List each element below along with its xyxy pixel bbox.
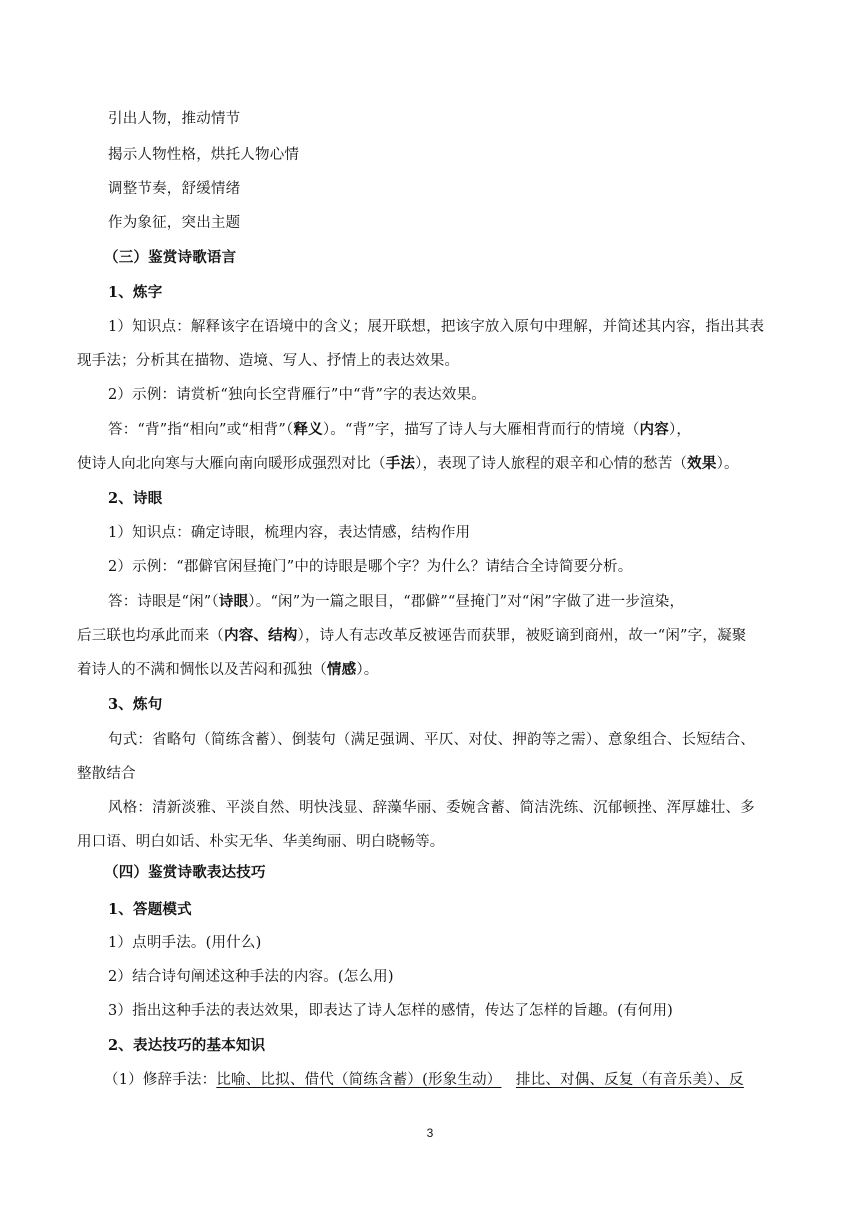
subsection-heading: 1、炼字: [108, 284, 163, 301]
section-heading: （三）鉴赏诗歌语言: [104, 249, 237, 266]
text-line: 2）结合诗句阐述这种手法的内容。(怎么用): [108, 969, 394, 985]
emphasis-run: 内容、结构: [224, 627, 298, 644]
text-run: ），诗人有志改革反被诬告而获罪，被贬谪到商州，故一“闲”字，凝聚: [297, 628, 747, 644]
text-line: 现手法；分析其在描物、造境、写人、抒情上的表达效果。: [77, 353, 460, 369]
text-run: 答：诗眼是“闲”（: [108, 594, 219, 610]
text-run: 答：“背”指“相向”或“相背”（: [108, 422, 294, 438]
subsection-heading: 2、诗眼: [108, 490, 163, 507]
subsection-heading: 3、炼句: [108, 696, 163, 713]
text-run: ），表现了诗人旅程的艰辛和心情的愁苦（: [415, 456, 688, 472]
text-line: 1）知识点：确定诗眼，梳理内容，表达情感，结构作用: [108, 525, 471, 541]
text-line: 整散结合: [77, 766, 136, 782]
text-line: 1）知识点：解释该字在语境中的含义；展开联想，把该字放入原句中理解，并简述其内容，指出其表: [108, 319, 765, 335]
text-run: ）。: [716, 456, 739, 472]
text-line: 2）示例：“郡僻官闲昼掩门”中的诗眼是哪个字？为什么？请结合全诗简要分析。: [108, 559, 633, 575]
text-line: 用口语、明白如话、朴实无华、华美绚丽、明白晓畅等。: [77, 834, 445, 850]
text-run: ）。“背”字，描写了诗人与大雁相背而行的情境（: [322, 422, 640, 438]
text-line: 句式：省略句（简练含蓄）、倒装句（满足强调、平仄、对仗、押韵等之需）、意象组合、长短结合、: [108, 732, 755, 748]
text-run: ）。: [356, 662, 379, 678]
text-run: （1）修辞手法：: [104, 1072, 217, 1088]
emphasis-run: 释义: [293, 421, 323, 438]
text-line: 揭示人物性格，烘托人物心情: [108, 147, 300, 163]
text-run: ）。“闲”为一篇之眼目，“郡僻”“昼掩门”对“闲”字做了进一步渲染，: [248, 594, 685, 610]
emphasis-run: 手法: [385, 455, 416, 472]
text-line: 作为象征，突出主题: [108, 215, 241, 231]
answer-line: [108, 591, 684, 613]
underlined-run: 排比、对偶、反复（有音乐美）、反: [515, 1072, 744, 1088]
answer-line: [77, 453, 739, 475]
answer-line: [77, 625, 746, 647]
text-line: 风格：清新淡雅、平淡自然、明快浅显、辞藻华丽、委婉含蓄、简洁洗练、沉郁顿挫、浑厚雄壮、多: [108, 800, 755, 816]
page-number: 3: [426, 1126, 434, 1140]
emphasis-run: 诗眼: [218, 593, 249, 610]
answer-line: [77, 659, 378, 681]
text-line: 2）示例：请赏析“独向长空背雁行”中“背”字的表达效果。: [108, 387, 486, 403]
text-line: 1）点明手法。(用什么): [108, 935, 262, 951]
text-run: ），: [668, 422, 692, 438]
text-line: 3）指出这种手法的表达效果，即表达了诗人怎样的感情，传达了怎样的旨趣。(有何用): [108, 1003, 674, 1019]
subsection-heading: 1、答题模式: [108, 901, 192, 918]
subsection-heading: 2、表达技巧的基本知识: [108, 1037, 266, 1054]
emphasis-run: 情感: [326, 661, 357, 678]
answer-line: [108, 419, 691, 441]
text-run: 使诗人向北向寒与大雁向南向暖形成强烈对比（: [77, 456, 386, 472]
text-run: 着诗人的不满和惆怅以及苦闷和孤独（: [77, 662, 327, 678]
underlined-run: 比喻、比拟、借代（简练含蓄）(形象生动）: [216, 1072, 502, 1088]
text-run: [501, 1072, 515, 1088]
rhetoric-line: [104, 1069, 744, 1091]
emphasis-run: 效果: [687, 455, 717, 472]
text-line: 调整节奏，舒缓情绪: [108, 181, 241, 197]
text-run: 后三联也均承此而来（: [77, 628, 224, 644]
emphasis-run: 内容: [639, 421, 669, 438]
text-line: 引出人物，推动情节: [108, 111, 241, 127]
section-heading: （四）鉴赏诗歌表达技巧: [104, 864, 266, 881]
